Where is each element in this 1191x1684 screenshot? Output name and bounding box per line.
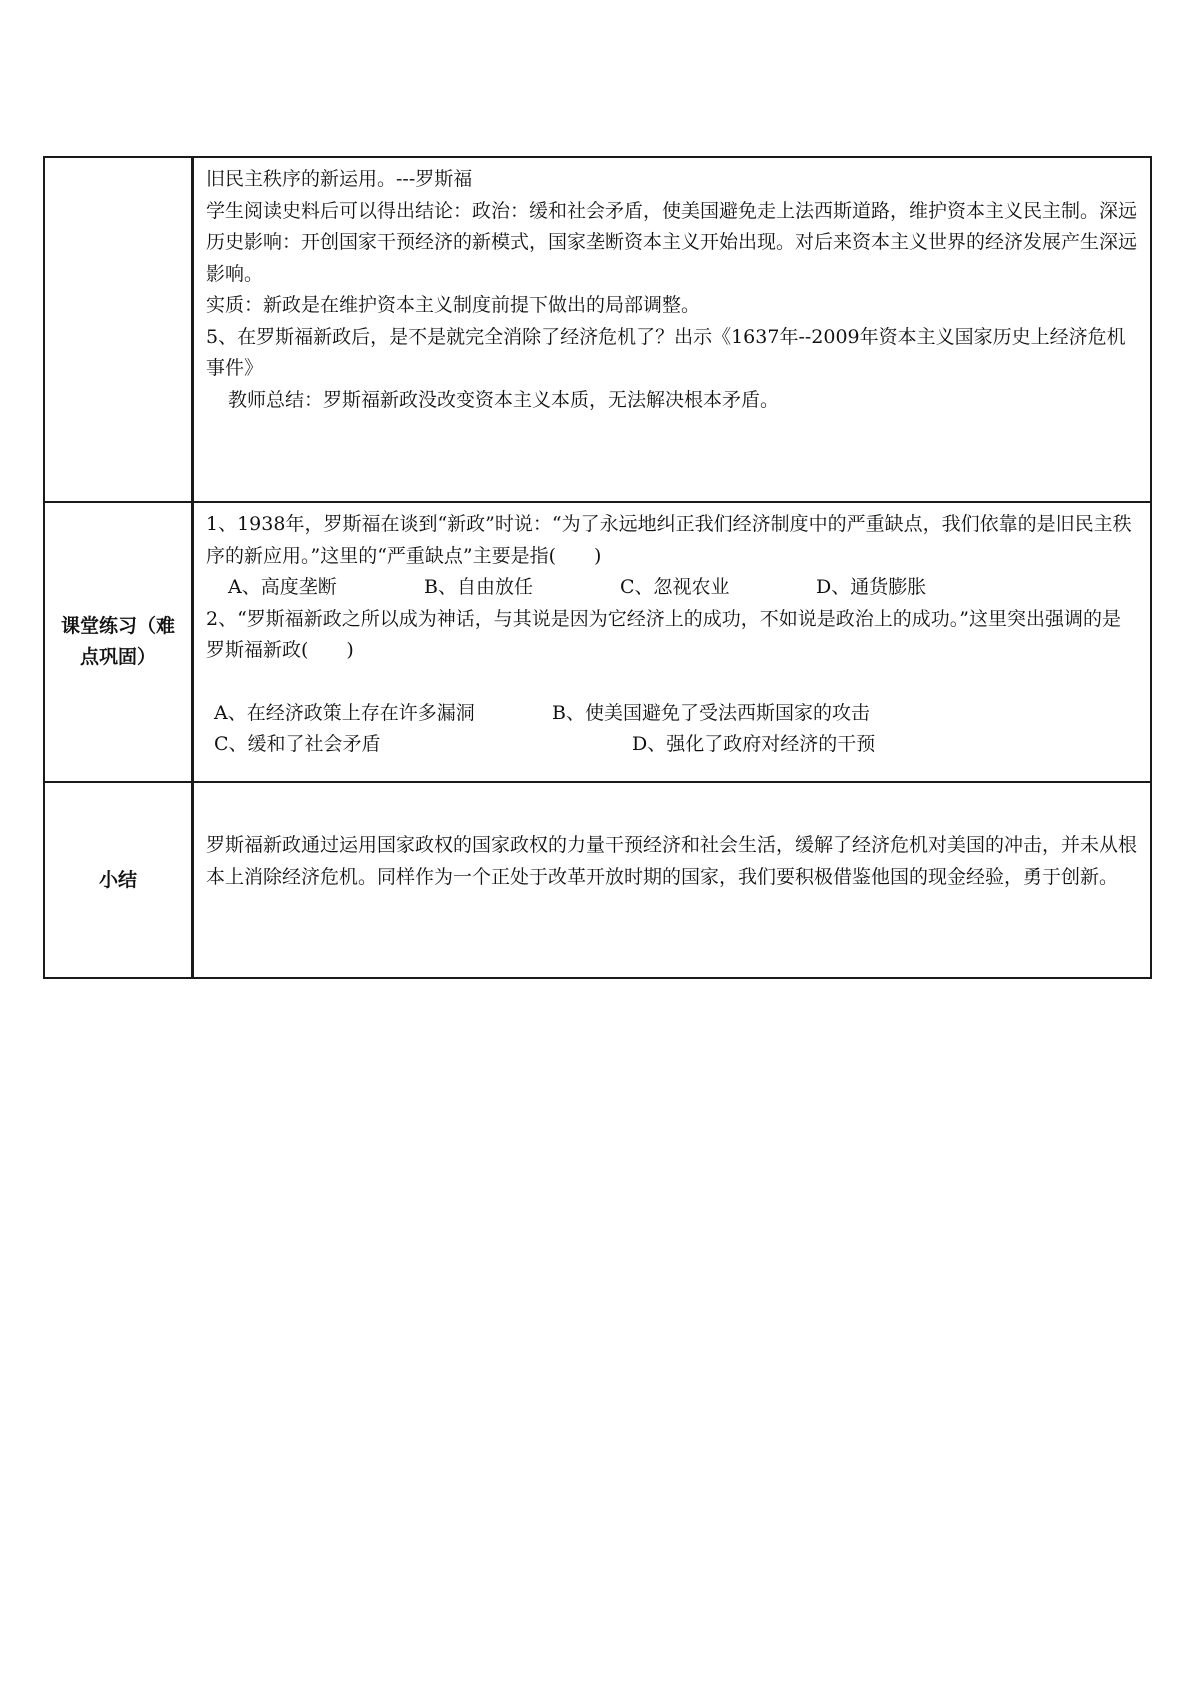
practice-label-cell xyxy=(44,502,193,782)
table-row-practice xyxy=(44,502,1151,782)
summary-label: 小结 xyxy=(98,868,137,891)
question-2-option-c: C、缓和了社会矛盾 xyxy=(214,733,381,755)
question-1-options xyxy=(206,572,1138,604)
practice-content xyxy=(193,502,1152,782)
summary-label-cell xyxy=(44,782,193,978)
question-1-option-c: C、忽视农业 xyxy=(620,576,730,598)
teaching-process-content xyxy=(193,157,1152,502)
row-label-empty xyxy=(44,157,193,502)
content-line: 5、在罗斯福新政后，是不是就完全消除了经济危机了？出示《1637年--2009年资本主义国家历史上经济危机事件》 xyxy=(206,325,1126,379)
content-line: 学生阅读史料后可以得出结论：政治：缓和社会矛盾，使美国避免走上法西斯道路，维护资本主义民主制。深远历史影响：开创国家干预经济的新模式，国家垄断资本主义开始出现。对后来资本主义世界的经济发展产生深远影响。 xyxy=(206,199,1138,285)
question-2-option-b: B、使美国避免了受法西斯国家的攻击 xyxy=(552,701,870,724)
question-2-option-d: D、强化了政府对经济的干预 xyxy=(632,733,876,755)
question-2-stem: 2、“罗斯福新政之所以成为神话，与其说是因为它经济上的成功，不如说是政治上的成功。”这里突出强调的是罗斯福新政( ) xyxy=(206,607,1122,661)
content-line: 实质：新政是在维护资本主义制度前提下做出的局部调整。 xyxy=(206,294,701,316)
question-2-option-a: A、在经济政策上存在许多漏洞 xyxy=(214,701,475,724)
summary-text: 罗斯福新政通过运用国家政权的国家政权的力量干预经济和社会生活，缓解了经济危机对美国的冲击，并未从根本上消除经济危机。同样作为一个正处于改革开放时期的国家，我们要积极借鉴他国的现金经验，勇于创新。 xyxy=(206,834,1138,888)
spacer xyxy=(206,667,1138,698)
table-row-summary xyxy=(44,782,1151,978)
question-1-option-d: D、通货膨胀 xyxy=(816,576,927,598)
table-row-teaching-process xyxy=(44,157,1151,502)
content-line: 旧民主秩序的新运用。---罗斯福 xyxy=(206,168,473,190)
question-1-option-a: A、高度垄断 xyxy=(228,576,337,598)
lesson-plan-table xyxy=(43,156,1152,979)
teacher-summary-line: 教师总结：罗斯福新政没改变资本主义本质，无法解决根本矛盾。 xyxy=(228,388,780,411)
question-2-options-row-2 xyxy=(206,729,1138,761)
question-1-stem: 1、1938年，罗斯福在谈到“新政”时说：“为了永远地纠正我们经济制度中的严重缺点，我们依靠的是旧民主秩序的新应用。”这里的“严重缺点”主要是指( ) xyxy=(206,513,1132,567)
question-1-option-b: B、自由放任 xyxy=(424,576,533,598)
question-2-options-row-1 xyxy=(206,698,1138,730)
practice-label: 课堂练习（难点巩固） xyxy=(60,615,175,668)
summary-content xyxy=(193,782,1152,978)
